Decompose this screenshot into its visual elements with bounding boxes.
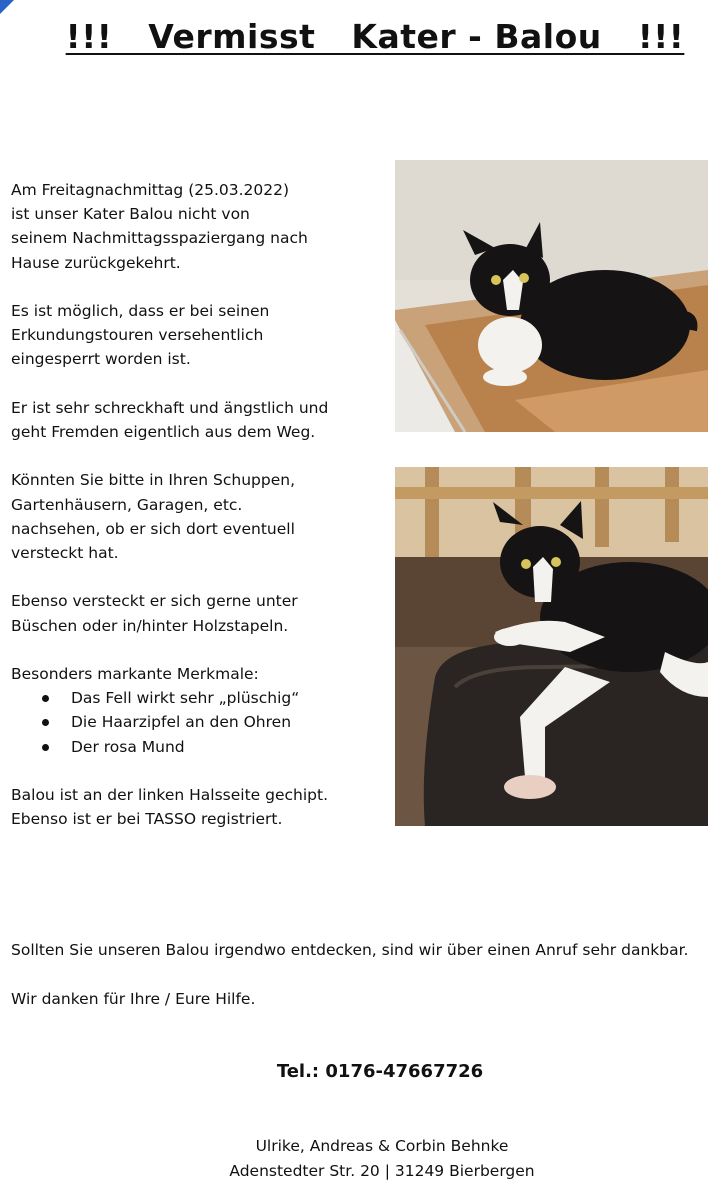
- features-heading: Besonders markante Merkmale:: [11, 664, 259, 683]
- paragraph-hiding: Ebenso versteckt er sich gerne unter Büschen oder in/hinter Holzstapeln.: [11, 592, 298, 635]
- closing-text: Sollten Sie unseren Balou irgendwo entdecken, sind wir über einen Anruf sehr dankbar.: [11, 941, 689, 959]
- list-item: Das Fell wirkt sehr „plüschig“: [71, 686, 383, 710]
- owner-address: Adenstedter Str. 20 | 31249 Bierbergen: [229, 1161, 535, 1180]
- thanks-text: Wir danken für Ihre / Eure Hilfe.: [11, 990, 256, 1008]
- paragraph-request: Könnten Sie bitte in Ihren Schuppen, Gartenhäusern, Garagen, etc. nachsehen, ob er sich dort eventuell versteckt hat.: [11, 471, 296, 562]
- cat-photo-sofa: [395, 467, 708, 826]
- paragraph-locked-in: Es ist möglich, dass er bei seinen Erkundungstouren versehentlich eingesperrt worden ist.: [11, 302, 270, 369]
- paragraph-temperament: Er ist sehr schreckhaft und ängstlich und geht Fremden eigentlich aus dem Weg.: [11, 398, 329, 441]
- body-text: [11, 178, 383, 856]
- list-item: Der rosa Mund: [71, 735, 383, 759]
- paragraph-chip: Balou ist an der linken Halsseite gechipt. Ebenso ist er bei TASSO registriert.: [11, 785, 328, 829]
- signature: [0, 1134, 708, 1183]
- phone-number: Tel.: 0176-47667726: [276, 1061, 484, 1082]
- list-item: Die Haarzipfel an den Ohren: [71, 710, 383, 734]
- corner-mark: [0, 0, 14, 14]
- cat-photo-stairs: [395, 160, 708, 432]
- page-title: !!! Vermisst Kater - Balou !!!: [65, 17, 685, 56]
- paragraph-intro: Am Freitagnachmittag (25.03.2022) ist unser Kater Balou nicht von seinem Nachmittagsspaziergang nach Hause zurückgekehrt.: [11, 181, 308, 272]
- features-list: [11, 686, 383, 759]
- owner-names: Ulrike, Andreas & Corbin Behnke: [255, 1137, 509, 1155]
